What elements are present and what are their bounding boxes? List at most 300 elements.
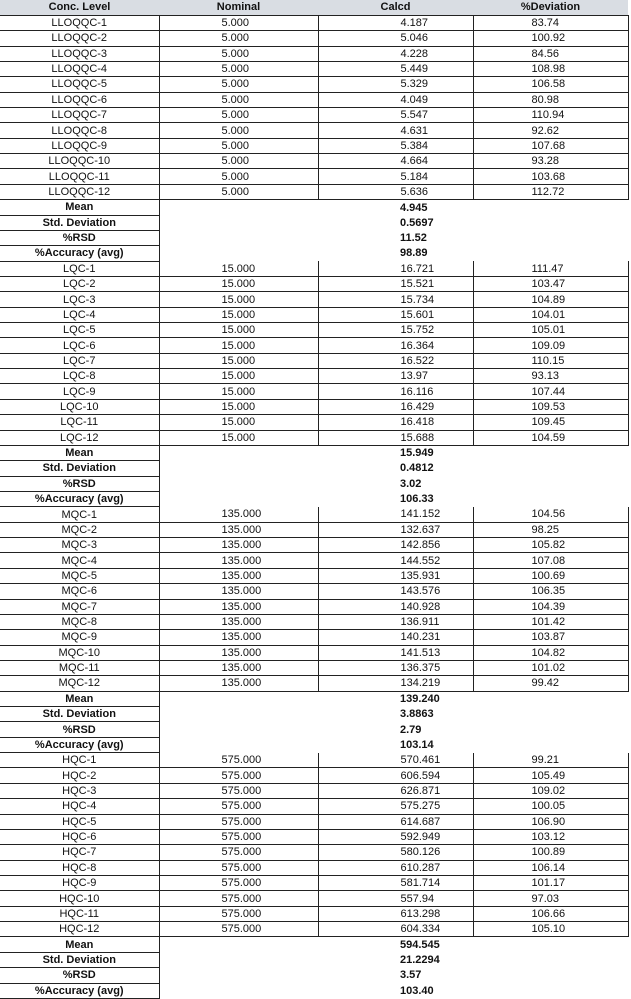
table-row — [0, 108, 628, 123]
summary-value: 4.945 — [400, 201, 428, 214]
deviation-cell: 104.89 — [473, 292, 628, 307]
summary-row — [0, 937, 628, 952]
deviation-cell: 105.10 — [473, 922, 628, 937]
nominal-cell: 575.000 — [159, 891, 318, 906]
deviation-cell: 103.87 — [473, 630, 628, 645]
nominal-cell: 135.000 — [159, 584, 318, 599]
summary-label: %RSD — [0, 230, 159, 245]
calcd-cell: 5.449 — [318, 61, 473, 76]
summary-row — [0, 968, 628, 983]
table-row — [0, 15, 628, 30]
table-body — [0, 15, 628, 998]
conc-level-cell: MQC-4 — [0, 553, 159, 568]
empty-cell — [159, 492, 318, 507]
empty-cell — [159, 230, 318, 245]
table-row — [0, 384, 628, 399]
empty-cell — [473, 230, 628, 245]
deviation-cell: 93.28 — [473, 154, 628, 169]
conc-level-cell: LLOQQC-7 — [0, 108, 159, 123]
table-row — [0, 415, 628, 430]
conc-level-cell: MQC-11 — [0, 660, 159, 675]
table-row — [0, 783, 628, 798]
table-row — [0, 906, 628, 921]
summary-row — [0, 983, 628, 998]
calcd-cell: 15.601 — [318, 307, 473, 322]
table-row — [0, 829, 628, 844]
calcd-cell: 604.334 — [318, 922, 473, 937]
nominal-cell: 15.000 — [159, 338, 318, 353]
summary-label: %RSD — [0, 476, 159, 491]
deviation-cell: 104.39 — [473, 599, 628, 614]
deviation-cell: 93.13 — [473, 369, 628, 384]
deviation-cell: 106.66 — [473, 906, 628, 921]
table-row — [0, 46, 628, 61]
summary-label: Mean — [0, 937, 159, 952]
deviation-cell: 104.82 — [473, 645, 628, 660]
summary-value: 0.4812 — [400, 462, 434, 475]
calcd-cell: 16.522 — [318, 353, 473, 368]
summary-row — [0, 215, 628, 230]
deviation-cell: 109.02 — [473, 783, 628, 798]
conc-level-cell: HQC-10 — [0, 891, 159, 906]
deviation-cell: 104.59 — [473, 430, 628, 445]
calcd-cell: 16.418 — [318, 415, 473, 430]
empty-cell — [473, 968, 628, 983]
conc-level-cell: MQC-7 — [0, 599, 159, 614]
conc-level-cell: MQC-1 — [0, 507, 159, 522]
nominal-cell: 5.000 — [159, 108, 318, 123]
summary-label: Std. Deviation — [0, 707, 159, 722]
nominal-cell: 575.000 — [159, 783, 318, 798]
nominal-cell: 5.000 — [159, 61, 318, 76]
nominal-cell: 5.000 — [159, 15, 318, 30]
table-row — [0, 553, 628, 568]
empty-cell — [473, 461, 628, 476]
nominal-cell: 135.000 — [159, 630, 318, 645]
calcd-cell: 143.576 — [318, 584, 473, 599]
calcd-cell: 570.461 — [318, 753, 473, 768]
nominal-cell: 135.000 — [159, 614, 318, 629]
summary-label: %RSD — [0, 722, 159, 737]
deviation-cell: 80.98 — [473, 92, 628, 107]
conc-level-cell: LQC-9 — [0, 384, 159, 399]
deviation-cell: 103.47 — [473, 276, 628, 291]
table-row — [0, 568, 628, 583]
calcd-cell: 15.752 — [318, 323, 473, 338]
calcd-cell: 16.364 — [318, 338, 473, 353]
conc-level-cell: LQC-4 — [0, 307, 159, 322]
calcd-cell: 13.97 — [318, 369, 473, 384]
deviation-cell: 107.68 — [473, 138, 628, 153]
calcd-cell: 140.231 — [318, 630, 473, 645]
calcd-cell: 136.375 — [318, 660, 473, 675]
conc-level-cell: HQC-6 — [0, 829, 159, 844]
summary-value: 2.79 — [400, 723, 422, 736]
table-row — [0, 845, 628, 860]
deviation-cell: 106.35 — [473, 584, 628, 599]
deviation-cell: 100.69 — [473, 568, 628, 583]
empty-cell — [473, 200, 628, 215]
conc-level-cell: HQC-1 — [0, 753, 159, 768]
empty-cell — [473, 445, 628, 460]
deviation-cell: 107.08 — [473, 553, 628, 568]
conc-level-cell: LQC-2 — [0, 276, 159, 291]
deviation-cell: 101.17 — [473, 875, 628, 890]
table-row — [0, 630, 628, 645]
summary-row — [0, 246, 628, 261]
calcd-cell: 4.187 — [318, 15, 473, 30]
calcd-cell: 132.637 — [318, 522, 473, 537]
calcd-cell: 4.049 — [318, 92, 473, 107]
conc-level-cell: LQC-5 — [0, 323, 159, 338]
empty-cell — [473, 492, 628, 507]
table-row — [0, 261, 628, 276]
deviation-cell: 105.01 — [473, 323, 628, 338]
conc-level-cell: LLOQQC-1 — [0, 15, 159, 30]
nominal-cell: 15.000 — [159, 261, 318, 276]
summary-row — [0, 230, 628, 245]
table-row — [0, 799, 628, 814]
deviation-cell: 109.09 — [473, 338, 628, 353]
conc-level-cell: LQC-7 — [0, 353, 159, 368]
calcd-cell: 626.871 — [318, 783, 473, 798]
conc-level-cell: HQC-8 — [0, 860, 159, 875]
table-row — [0, 891, 628, 906]
deviation-cell: 110.15 — [473, 353, 628, 368]
table-row — [0, 169, 628, 184]
deviation-cell: 100.89 — [473, 845, 628, 860]
nominal-cell: 15.000 — [159, 415, 318, 430]
conc-level-cell: LLOQQC-4 — [0, 61, 159, 76]
summary-label: Std. Deviation — [0, 952, 159, 967]
calcd-cell: 136.911 — [318, 614, 473, 629]
empty-cell — [159, 707, 318, 722]
nominal-cell: 575.000 — [159, 860, 318, 875]
summary-row — [0, 737, 628, 752]
deviation-cell: 106.90 — [473, 814, 628, 829]
conc-level-cell: HQC-11 — [0, 906, 159, 921]
conc-level-cell: LQC-8 — [0, 369, 159, 384]
deviation-cell: 110.94 — [473, 108, 628, 123]
table-row — [0, 430, 628, 445]
summary-value: 3.8863 — [400, 708, 434, 721]
empty-cell — [473, 952, 628, 967]
conc-level-cell: MQC-8 — [0, 614, 159, 629]
deviation-cell: 106.58 — [473, 77, 628, 92]
table-row — [0, 369, 628, 384]
nominal-cell: 5.000 — [159, 138, 318, 153]
nominal-cell: 135.000 — [159, 645, 318, 660]
empty-cell — [159, 952, 318, 967]
conc-level-cell: LLOQQC-3 — [0, 46, 159, 61]
conc-level-cell: LQC-1 — [0, 261, 159, 276]
summary-value: 3.02 — [400, 477, 422, 490]
empty-cell — [473, 722, 628, 737]
conc-level-cell: LLOQQC-6 — [0, 92, 159, 107]
table-row — [0, 61, 628, 76]
nominal-cell: 135.000 — [159, 599, 318, 614]
empty-cell — [159, 200, 318, 215]
summary-value: 139.240 — [400, 693, 440, 706]
conc-level-cell: HQC-5 — [0, 814, 159, 829]
conc-level-cell: MQC-6 — [0, 584, 159, 599]
deviation-cell: 101.02 — [473, 660, 628, 675]
nominal-cell: 15.000 — [159, 276, 318, 291]
table-row — [0, 123, 628, 138]
calcd-cell: 575.275 — [318, 799, 473, 814]
calcd-cell: 15.688 — [318, 430, 473, 445]
nominal-cell: 5.000 — [159, 77, 318, 92]
nominal-cell: 575.000 — [159, 799, 318, 814]
summary-row — [0, 952, 628, 967]
conc-level-cell: LLOQQC-2 — [0, 31, 159, 46]
calcd-cell: 16.116 — [318, 384, 473, 399]
header-nominal: Nominal — [159, 0, 318, 15]
summary-row — [0, 200, 628, 215]
nominal-cell: 575.000 — [159, 906, 318, 921]
nominal-cell: 575.000 — [159, 829, 318, 844]
summary-row — [0, 492, 628, 507]
nominal-cell: 135.000 — [159, 538, 318, 553]
nominal-cell: 15.000 — [159, 430, 318, 445]
calcd-cell: 4.228 — [318, 46, 473, 61]
nominal-cell: 15.000 — [159, 399, 318, 414]
conc-level-cell: LLOQQC-9 — [0, 138, 159, 153]
conc-level-cell: MQC-12 — [0, 676, 159, 691]
nominal-cell: 15.000 — [159, 353, 318, 368]
deviation-cell: 105.82 — [473, 538, 628, 553]
table-row — [0, 645, 628, 660]
summary-label: Std. Deviation — [0, 461, 159, 476]
table-row — [0, 768, 628, 783]
empty-cell — [473, 983, 628, 998]
conc-level-cell: LLOQQC-10 — [0, 154, 159, 169]
deviation-cell: 83.74 — [473, 15, 628, 30]
summary-row — [0, 691, 628, 706]
calcd-cell: 5.184 — [318, 169, 473, 184]
table-row — [0, 875, 628, 890]
table-row — [0, 599, 628, 614]
empty-cell — [159, 476, 318, 491]
summary-value: 0.5697 — [400, 216, 434, 229]
deviation-cell: 111.47 — [473, 261, 628, 276]
nominal-cell: 135.000 — [159, 553, 318, 568]
summary-value: 11.52 — [400, 232, 427, 245]
conc-level-cell: MQC-5 — [0, 568, 159, 583]
table-row — [0, 138, 628, 153]
conc-level-cell: HQC-12 — [0, 922, 159, 937]
conc-level-cell: LLOQQC-12 — [0, 184, 159, 199]
conc-level-cell: LQC-6 — [0, 338, 159, 353]
empty-cell — [473, 707, 628, 722]
calcd-cell: 16.721 — [318, 261, 473, 276]
summary-value: 103.40 — [400, 984, 434, 997]
nominal-cell: 5.000 — [159, 184, 318, 199]
summary-row — [0, 722, 628, 737]
table-row — [0, 307, 628, 322]
calcd-cell: 144.552 — [318, 553, 473, 568]
calcd-cell: 5.547 — [318, 108, 473, 123]
empty-cell — [159, 246, 318, 261]
summary-value: 103.14 — [400, 738, 434, 751]
empty-cell — [159, 722, 318, 737]
nominal-cell: 5.000 — [159, 92, 318, 107]
empty-cell — [473, 246, 628, 261]
summary-label: %RSD — [0, 968, 159, 983]
table-row — [0, 338, 628, 353]
conc-level-cell: LLOQQC-11 — [0, 169, 159, 184]
nominal-cell: 575.000 — [159, 768, 318, 783]
empty-cell — [473, 937, 628, 952]
table-row — [0, 323, 628, 338]
calcd-cell: 5.046 — [318, 31, 473, 46]
nominal-cell: 15.000 — [159, 384, 318, 399]
table-row — [0, 353, 628, 368]
conc-level-cell: MQC-10 — [0, 645, 159, 660]
calcd-cell: 4.664 — [318, 154, 473, 169]
nominal-cell: 135.000 — [159, 522, 318, 537]
summary-label: Std. Deviation — [0, 215, 159, 230]
deviation-cell: 92.62 — [473, 123, 628, 138]
deviation-cell: 100.92 — [473, 31, 628, 46]
conc-level-cell: HQC-2 — [0, 768, 159, 783]
empty-cell — [159, 691, 318, 706]
table-row — [0, 77, 628, 92]
table-row — [0, 614, 628, 629]
deviation-cell: 109.45 — [473, 415, 628, 430]
calcd-cell: 142.856 — [318, 538, 473, 553]
nominal-cell: 5.000 — [159, 46, 318, 61]
deviation-cell: 99.21 — [473, 753, 628, 768]
summary-label: Mean — [0, 445, 159, 460]
summary-value: 594.545 — [400, 938, 440, 951]
conc-level-cell: MQC-3 — [0, 538, 159, 553]
calcd-cell: 610.287 — [318, 860, 473, 875]
empty-cell — [473, 691, 628, 706]
summary-label: Mean — [0, 691, 159, 706]
calcd-cell: 140.928 — [318, 599, 473, 614]
summary-value: 106.33 — [400, 493, 434, 506]
empty-cell — [159, 461, 318, 476]
conc-level-cell: MQC-2 — [0, 522, 159, 537]
calcd-cell: 141.152 — [318, 507, 473, 522]
calcd-cell: 135.931 — [318, 568, 473, 583]
table-row — [0, 276, 628, 291]
table-row — [0, 154, 628, 169]
conc-level-cell: HQC-3 — [0, 783, 159, 798]
summary-label: %Accuracy (avg) — [0, 983, 159, 998]
header-row — [0, 0, 628, 15]
calcd-cell: 580.126 — [318, 845, 473, 860]
calcd-cell: 5.636 — [318, 184, 473, 199]
table-row — [0, 31, 628, 46]
calcd-cell: 5.384 — [318, 138, 473, 153]
calcd-cell: 592.949 — [318, 829, 473, 844]
deviation-cell: 97.03 — [473, 891, 628, 906]
nominal-cell: 5.000 — [159, 169, 318, 184]
nominal-cell: 15.000 — [159, 323, 318, 338]
conc-level-cell: LQC-10 — [0, 399, 159, 414]
deviation-cell: 103.12 — [473, 829, 628, 844]
summary-label: %Accuracy (avg) — [0, 492, 159, 507]
empty-cell — [159, 937, 318, 952]
deviation-cell: 112.72 — [473, 184, 628, 199]
deviation-cell: 84.56 — [473, 46, 628, 61]
table-row — [0, 676, 628, 691]
conc-level-cell: LLOQQC-8 — [0, 123, 159, 138]
summary-value: 15.949 — [400, 447, 434, 460]
calcd-cell: 606.594 — [318, 768, 473, 783]
calcd-cell: 613.298 — [318, 906, 473, 921]
conc-level-cell: LQC-11 — [0, 415, 159, 430]
deviation-cell: 107.44 — [473, 384, 628, 399]
summary-label: %Accuracy (avg) — [0, 246, 159, 261]
nominal-cell: 15.000 — [159, 307, 318, 322]
deviation-cell: 109.53 — [473, 399, 628, 414]
calcd-cell: 557.94 — [318, 891, 473, 906]
empty-cell — [473, 215, 628, 230]
deviation-cell: 98.25 — [473, 522, 628, 537]
summary-row — [0, 445, 628, 460]
calcd-cell: 15.734 — [318, 292, 473, 307]
table-row — [0, 507, 628, 522]
summary-value: 21.2294 — [400, 953, 440, 966]
table-row — [0, 399, 628, 414]
nominal-cell: 135.000 — [159, 660, 318, 675]
conc-level-cell: HQC-7 — [0, 845, 159, 860]
empty-cell — [473, 737, 628, 752]
summary-value: 98.89 — [400, 247, 428, 260]
conc-level-cell: HQC-9 — [0, 875, 159, 890]
deviation-cell: 106.14 — [473, 860, 628, 875]
summary-label: Mean — [0, 200, 159, 215]
table-row — [0, 184, 628, 199]
header-conc-level: Conc. Level — [0, 0, 159, 15]
calcd-cell: 15.521 — [318, 276, 473, 291]
conc-level-cell: LLOQQC-5 — [0, 77, 159, 92]
nominal-cell: 15.000 — [159, 292, 318, 307]
empty-cell — [159, 968, 318, 983]
summary-row — [0, 707, 628, 722]
empty-cell — [159, 215, 318, 230]
summary-row — [0, 461, 628, 476]
table-row — [0, 538, 628, 553]
nominal-cell: 575.000 — [159, 845, 318, 860]
deviation-cell: 104.56 — [473, 507, 628, 522]
nominal-cell: 5.000 — [159, 154, 318, 169]
nominal-cell: 575.000 — [159, 814, 318, 829]
conc-level-cell: MQC-9 — [0, 630, 159, 645]
summary-label: %Accuracy (avg) — [0, 737, 159, 752]
nominal-cell: 575.000 — [159, 753, 318, 768]
nominal-cell: 135.000 — [159, 676, 318, 691]
calcd-cell: 16.429 — [318, 399, 473, 414]
conc-level-cell: LQC-12 — [0, 430, 159, 445]
empty-cell — [159, 983, 318, 998]
empty-cell — [159, 737, 318, 752]
nominal-cell: 135.000 — [159, 507, 318, 522]
deviation-cell: 108.98 — [473, 61, 628, 76]
deviation-cell: 99.42 — [473, 676, 628, 691]
deviation-cell: 105.49 — [473, 768, 628, 783]
summary-value: 3.57 — [400, 969, 422, 982]
calcd-cell: 134.219 — [318, 676, 473, 691]
conc-level-cell: LQC-3 — [0, 292, 159, 307]
calcd-cell: 141.513 — [318, 645, 473, 660]
table-row — [0, 922, 628, 937]
table-row — [0, 92, 628, 107]
empty-cell — [473, 476, 628, 491]
